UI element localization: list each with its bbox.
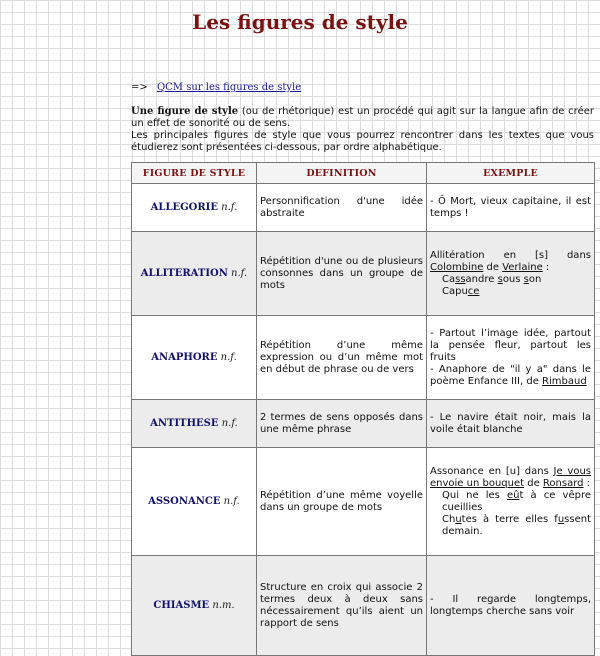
example-line <box>430 274 591 286</box>
term-name: ALLEGORIE <box>150 202 218 213</box>
header-figure: FIGURE DE STYLE <box>132 163 257 184</box>
term-gram: n.f. <box>221 202 238 213</box>
author-link[interactable]: Rimbaud <box>542 375 587 387</box>
intro-text <box>131 106 594 154</box>
example-line <box>430 250 591 274</box>
qcm-line <box>131 82 301 93</box>
example-text: de <box>483 261 503 273</box>
page-title: Les figures de style <box>192 10 408 34</box>
example-text: ssent demain. <box>442 513 591 537</box>
definition-cell: Personnification d'une idée abstraite <box>257 184 427 232</box>
table-row <box>132 316 595 400</box>
table-row <box>132 448 595 556</box>
example-cell <box>427 316 595 400</box>
term-gram: n.m. <box>212 600 235 611</box>
author-link[interactable]: Ronsard <box>542 477 584 489</box>
example-text: Ch <box>442 513 456 525</box>
highlighted-sound: eû <box>506 489 520 501</box>
author-link[interactable]: Verlaine <box>502 261 543 273</box>
term-gram: n.f. <box>223 496 240 507</box>
work-link[interactable]: Colombine <box>430 261 484 273</box>
example-text: : <box>542 261 550 273</box>
highlighted-sound: ce <box>467 285 480 297</box>
highlighted-sound: u <box>455 513 462 525</box>
table-row <box>132 556 595 656</box>
highlighted-sound: u <box>557 513 565 525</box>
example-text: andre <box>465 273 498 285</box>
example-line <box>430 514 591 538</box>
example-text: Assonance en [u] dans <box>430 465 554 477</box>
example-text: ous <box>502 273 524 285</box>
example-text: - Anaphore de "il y a" dans le poème Enfance III, de <box>430 363 591 387</box>
example-cell: - Le navire était noir, mais la voile était blanche <box>427 400 595 448</box>
example-text: tes à terre elles f <box>461 513 558 525</box>
term-cell <box>132 232 257 316</box>
term-cell <box>132 184 257 232</box>
example-line <box>430 490 591 514</box>
example-cell: - Il regarde longtemps, longtemps cherche sans voir <box>427 556 595 656</box>
highlighted-sound: s <box>497 273 503 285</box>
work-link[interactable]: Je vous envoie un bouquet <box>430 465 591 489</box>
qcm-link[interactable]: QCM sur les figures de style <box>156 82 302 93</box>
example-line <box>430 286 591 298</box>
example-text: : <box>583 477 591 489</box>
definition-cell: Structure en croix qui associe 2 termes deux à deux sans nécessairement qu’ils aient un rapport de sens <box>257 556 427 656</box>
example-cell <box>427 448 595 556</box>
example-text: de <box>524 477 543 489</box>
table-row <box>132 400 595 448</box>
example-line <box>430 364 591 388</box>
arrow-icon: => <box>131 82 148 93</box>
example-text: t à ce vêpre cueillies <box>442 489 592 513</box>
example-text: Ca <box>442 273 456 285</box>
definition-cell: 2 termes de sens opposés dans une même phrase <box>257 400 427 448</box>
term-cell <box>132 556 257 656</box>
intro-bold-lead: Une figure de style <box>131 106 239 117</box>
term-gram: n.f. <box>231 268 248 279</box>
intro-sentence-1 <box>131 106 594 130</box>
intro-sentence-1-rest: (ou de rhétorique) est un procédé qui agit sur la langue afin de créer un effet de sonorité ou de sens. <box>131 106 594 129</box>
definition-cell: Répétition d’une même voyelle dans un groupe de mots <box>257 448 427 556</box>
definition-cell: Répétition d'une ou de plusieurs consonnes dans un groupe de mots <box>257 232 427 316</box>
example-text: Qui ne les <box>442 489 507 501</box>
highlighted-sound: ss <box>455 273 466 285</box>
header-definition: DEFINITION <box>257 163 427 184</box>
term-name: ANTITHESE <box>150 418 219 429</box>
term-name: ANAPHORE <box>151 352 218 363</box>
definition-cell: Répétition d’une même expression ou d’un même mot en début de phrase ou de vers <box>257 316 427 400</box>
term-name: ALLITERATION <box>140 268 228 279</box>
term-gram: n.f. <box>220 352 237 363</box>
term-gram: n.f. <box>221 418 238 429</box>
term-name: CHIASME <box>153 600 210 611</box>
example-line <box>430 466 591 490</box>
term-name: ASSONANCE <box>148 496 221 507</box>
example-text: Allitération en [s] dans <box>430 249 591 261</box>
header-exemple: EXEMPLE <box>427 163 595 184</box>
table-row <box>132 184 595 232</box>
table-header-row <box>132 163 595 184</box>
intro-sentence-2: Les principales figures de style que vous pourrez rencontrer dans les textes que vous étudierez sont présentées ci-dessous, par ordre alphabétique. <box>131 130 594 153</box>
example-text: on <box>528 273 542 285</box>
example-cell <box>427 232 595 316</box>
example-line: - Partout l’image idée, partout la pensée fleur, partout les fruits <box>430 327 591 363</box>
figures-table <box>131 162 595 656</box>
example-text: Capu <box>442 285 468 297</box>
table-row <box>132 232 595 316</box>
term-cell <box>132 448 257 556</box>
example-cell: - Ô Mort, vieux capitaine, il est temps ! <box>427 184 595 232</box>
highlighted-sound: s <box>523 273 529 285</box>
term-cell <box>132 316 257 400</box>
term-cell <box>132 400 257 448</box>
